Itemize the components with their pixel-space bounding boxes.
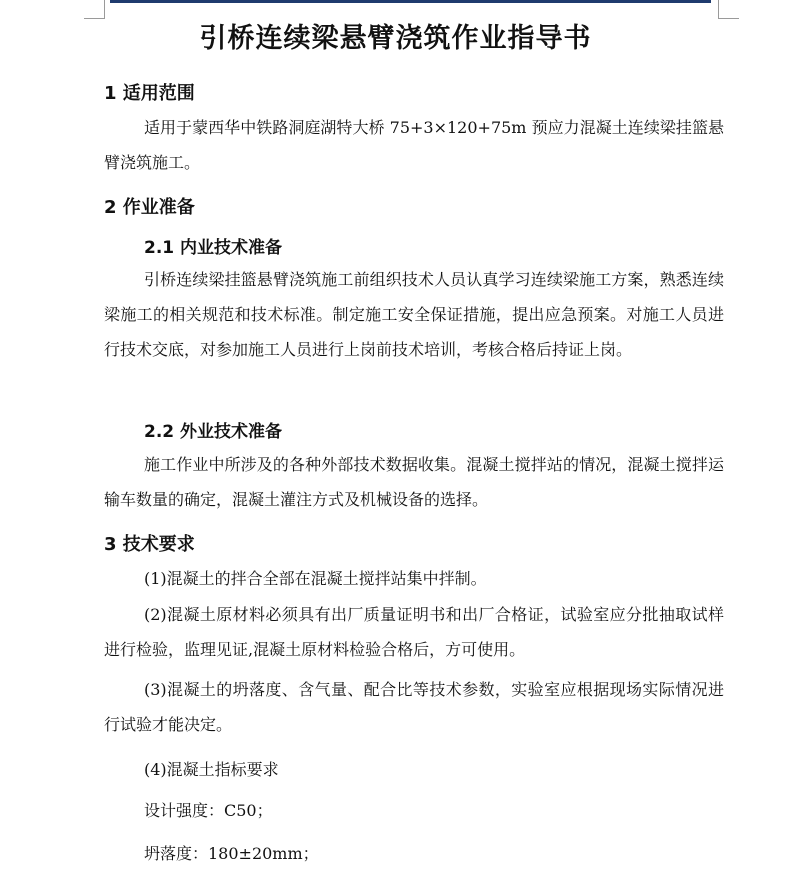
section-1-heading-block [104, 79, 724, 105]
section-2-1-body-block [104, 262, 724, 367]
design-strength: 设计强度：C50； [144, 801, 273, 820]
section-2-2-body-block [104, 447, 724, 517]
section-1-body: 适用于蒙西华中铁路洞庭湖特大桥 75+3×120+75m 预应力混凝土连续梁挂篮悬臂浇筑施工。 [104, 118, 724, 172]
section-2-1-heading: 2.1 内业技术准备 [144, 238, 283, 258]
slump-requirement: 坍落度：180±20mm； [144, 844, 319, 863]
section-2-heading-block [104, 193, 724, 219]
section-3-item-3: (3)混凝土的坍落度、含气量、配合比等技术参数，实验室应根据现场实际情况进行试验才能决定。 [104, 680, 724, 734]
section-3-item-2: (2)混凝土原材料必须具有出厂质量证明书和出厂合格证，试验室应分批抽取试样进行检验，监理见证,混凝土原材料检验合格后，方可使用。 [104, 605, 724, 659]
section-3-item-4-block [104, 752, 724, 787]
section-2-heading: 2 作业准备 [104, 197, 195, 218]
section-2-2-heading-block [104, 417, 724, 442]
section-3-heading-block [104, 530, 724, 556]
section-2-2-heading: 2.2 外业技术准备 [144, 422, 283, 442]
section-2-2-body: 施工作业中所涉及的各种外部技术数据收集。混凝土搅拌站的情况，混凝土搅拌运输车数量的确定，混凝土灌注方式及机械设备的选择。 [104, 455, 724, 509]
section-3-item-1: (1)混凝土的拌合全部在混凝土搅拌站集中拌制。 [144, 569, 487, 588]
page-header-rule [110, 0, 711, 3]
section-1-body-block [104, 110, 724, 180]
section-3-item-2-block [104, 597, 724, 667]
section-3-item-1-block [104, 561, 724, 596]
slump-block [104, 836, 724, 871]
document-title: 引桥连续梁悬臂浇筑作业指导书 [199, 23, 592, 54]
section-3-heading: 3 技术要求 [104, 534, 195, 555]
section-2-1-heading-block [104, 233, 724, 258]
design-strength-block [104, 793, 724, 828]
section-2-1-body: 引桥连续梁挂篮悬臂浇筑施工前组织技术人员认真学习连续梁施工方案，熟悉连续梁施工的相关规范和技术标准。制定施工安全保证措施，提出应急预案。对施工人员进行技术交底，对参加施工人员进行上岗前技术培训，考核合格后持证上岗。 [104, 270, 724, 359]
section-3-item-4: (4)混凝土指标要求 [144, 760, 279, 779]
section-3-item-3-block [104, 672, 724, 742]
section-1-heading: 1 适用范围 [104, 83, 195, 104]
